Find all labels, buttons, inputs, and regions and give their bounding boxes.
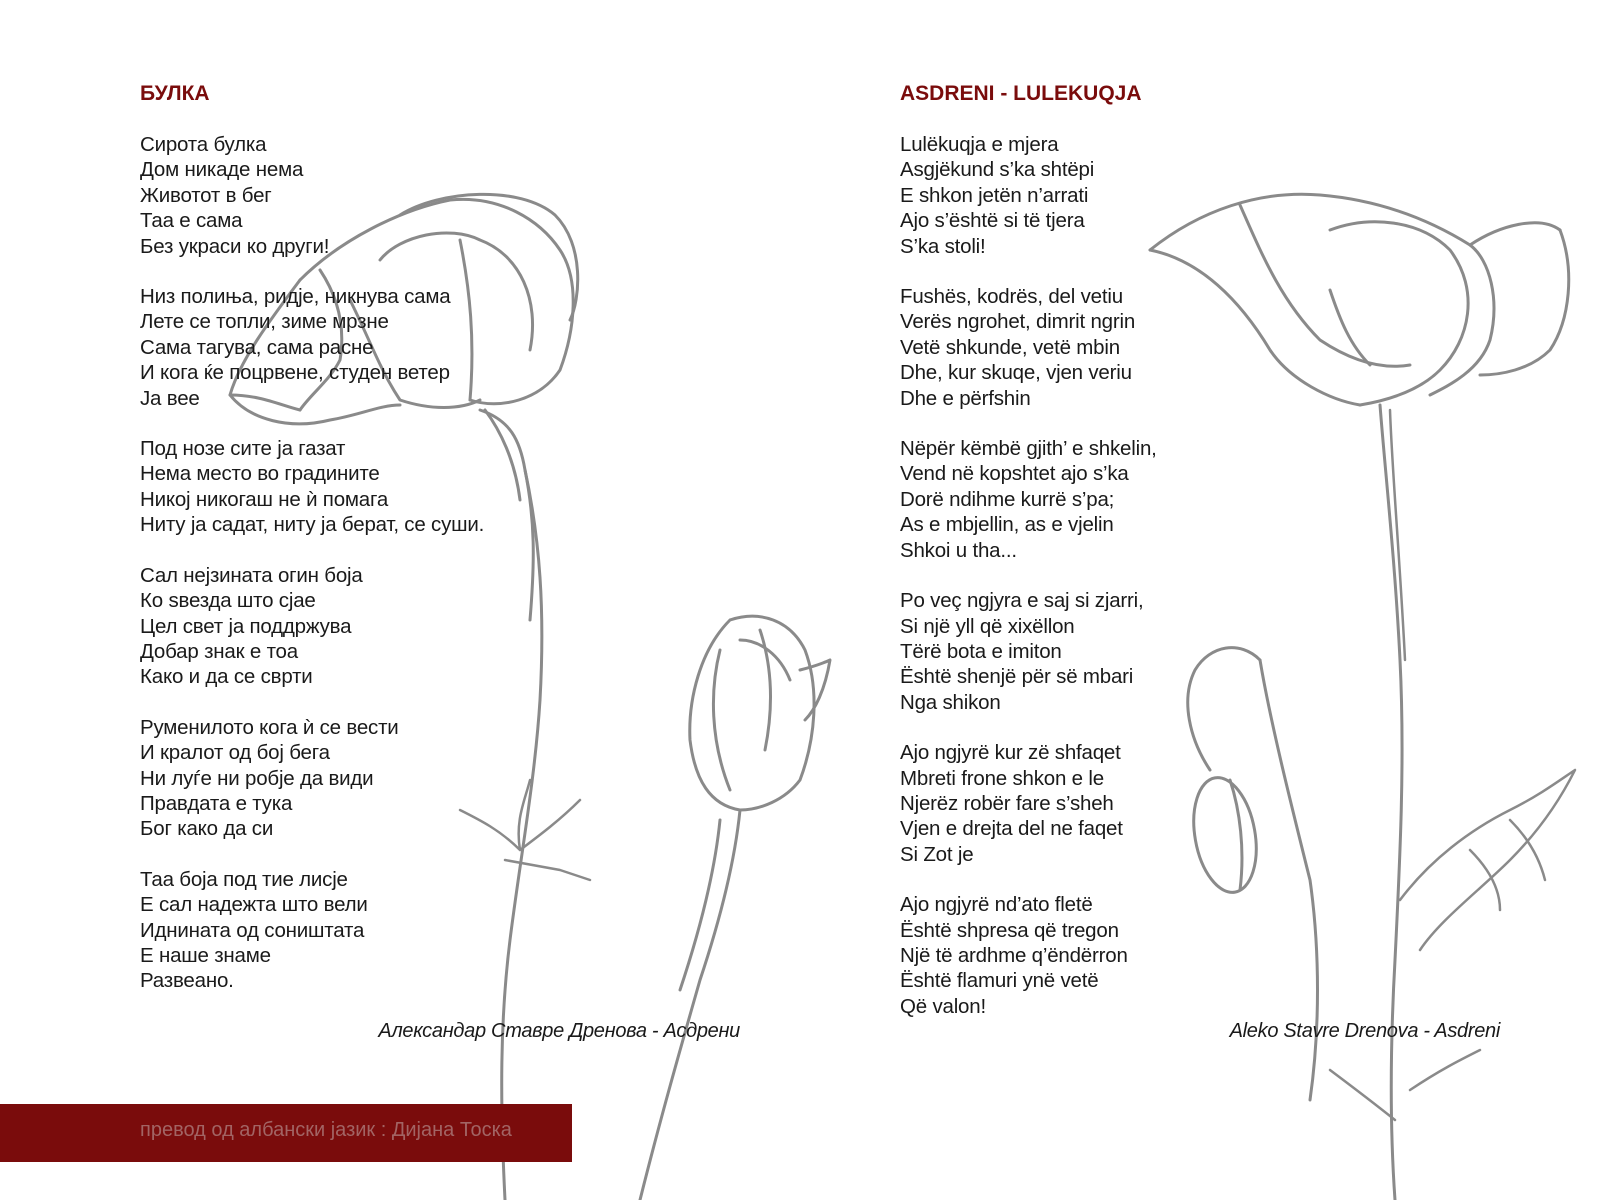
poem-line: As e mbjellin, as e vjelin xyxy=(900,513,1114,537)
stanza xyxy=(140,563,760,690)
stanza xyxy=(900,588,1520,715)
stanza xyxy=(900,892,1520,1019)
right-poem-author: Aleko Stavre Drenova - Asdreni xyxy=(1229,1020,1500,1042)
left-poem-author: Александар Ставре Дренова - Асдрени xyxy=(378,1020,740,1042)
poem-line: Si Zot je xyxy=(900,842,974,866)
poem-line: Руменилото кога ѝ се вести xyxy=(140,715,399,739)
left-poem xyxy=(140,80,760,1019)
poem-line: Таа е сама xyxy=(140,209,243,233)
poem-line: Низ полиња, ридје, никнува сама xyxy=(140,285,451,309)
poem-line: Е наше знаме xyxy=(140,943,271,967)
poem-line: Që valon! xyxy=(900,994,986,1018)
stanza xyxy=(900,740,1520,867)
poem-line: Mbreti frone shkon e le xyxy=(900,766,1104,790)
translator-credit: превод од албански јазик : Дијана Тоска xyxy=(140,1119,512,1141)
poem-line: Një të ardhme q’ëndërron xyxy=(900,943,1128,967)
poem-line: Сама тагува, сама расне xyxy=(140,335,374,359)
poem-line: Сирота булка xyxy=(140,133,267,156)
stanza xyxy=(140,715,760,842)
poem-line: Иднината од соништата xyxy=(140,918,365,942)
right-poem xyxy=(900,80,1520,1044)
poem-line: Verës ngrohet, dimrit ngrin xyxy=(900,310,1136,334)
stanza xyxy=(900,284,1520,411)
poem-line: Ниту ја садат, ниту ја берат, се суши. xyxy=(140,513,485,537)
stanza xyxy=(900,436,1520,563)
poem-line: Njerëz robër fare s’sheh xyxy=(900,791,1114,815)
stanza xyxy=(140,132,760,259)
poem-line: Ajo s’është si të tjera xyxy=(900,209,1085,233)
poem-line: Нема место во градините xyxy=(140,462,380,486)
poem-line: Е сал надежта што вели xyxy=(140,893,368,917)
poem-line: Është shpresa që tregon xyxy=(900,918,1119,942)
poem-line: И кралот од бој бега xyxy=(140,741,330,765)
poem-line: Под нозе сите ја газат xyxy=(140,437,346,461)
poem-line: Сал нејзината огин боја xyxy=(140,563,363,587)
stanza xyxy=(140,284,760,411)
poem-line: И кога ќе поцрвене, студен ветер xyxy=(140,361,450,385)
stanza xyxy=(140,436,760,538)
poem-line: Дом никаде нема xyxy=(140,158,304,182)
poem-line: Dhe e përfshin xyxy=(900,386,1031,410)
stanza xyxy=(140,867,760,994)
poem-line: Како и да се сврти xyxy=(140,665,313,689)
poem-line: Добар знак е тоа xyxy=(140,639,298,663)
poem-line: Është shenjë për së mbari xyxy=(900,665,1134,689)
poem-line: Ajo ngjyrë kur zë shfaqet xyxy=(900,741,1121,765)
poem-line: Si një yll që xixëllon xyxy=(900,614,1075,638)
poem-line: Nëpër këmbë gjith’ e shkelin, xyxy=(900,437,1157,461)
translator-banner xyxy=(0,1104,572,1162)
poem-line: Развеано. xyxy=(140,969,234,993)
poem-line: Po veç ngjyra e saj si zjarri, xyxy=(900,589,1144,613)
poem-line: Животот в бег xyxy=(140,183,272,207)
left-poem-title: БУЛКА xyxy=(140,82,210,105)
poem-line: Vend në kopshtet ajo s’ka xyxy=(900,462,1129,486)
poem-line: S’ka stoli! xyxy=(900,234,986,258)
poem-line: Бог како да си xyxy=(140,817,274,841)
poem-line: Vjen e drejta del ne faqet xyxy=(900,817,1123,841)
poem-line: Dorë ndihme kurrë s’pa; xyxy=(900,487,1115,511)
poem-line: Ко ѕвезда што сјае xyxy=(140,589,316,613)
poem-line: Dhe, kur skuqe, vjen veriu xyxy=(900,361,1132,385)
poem-line: Без украси ко други! xyxy=(140,234,330,258)
poem-line: Është flamuri ynë vetë xyxy=(900,969,1099,993)
poem-line: E shkon jetën n’arrati xyxy=(900,183,1089,207)
poem-line: Лете се топли, зиме мрзне xyxy=(140,310,389,334)
left-poem-stanzas xyxy=(140,132,760,994)
poem-line: Fushës, kodrës, del vetiu xyxy=(900,285,1123,309)
poem-line: Цел свет ја поддржува xyxy=(140,614,352,638)
poem-line: Ја вее xyxy=(140,386,200,410)
poem-line: Ajo ngjyrë nd’ato fletë xyxy=(900,893,1093,917)
poem-line: Shkoi u tha... xyxy=(900,538,1017,562)
right-poem-title: ASDRENI - LULEKUQJA xyxy=(900,82,1142,105)
poem-line: Ни луѓе ни робје да види xyxy=(140,766,374,790)
poem-line: Lulëkuqja e mjera xyxy=(900,133,1059,156)
poem-line: Tërë bota e imiton xyxy=(900,639,1062,663)
poem-line: Таа боја под тие лисје xyxy=(140,867,348,891)
stanza xyxy=(900,132,1520,259)
poem-line: Vetë shkunde, vetë mbin xyxy=(900,335,1120,359)
right-poem-stanzas xyxy=(900,132,1520,1019)
poem-line: Asgjëkund s’ka shtëpi xyxy=(900,158,1095,182)
poem-line: Nga shikon xyxy=(900,690,1001,714)
poem-line: Никој никогаш не ѝ помага xyxy=(140,487,389,511)
poem-line: Правдата е тука xyxy=(140,791,293,815)
